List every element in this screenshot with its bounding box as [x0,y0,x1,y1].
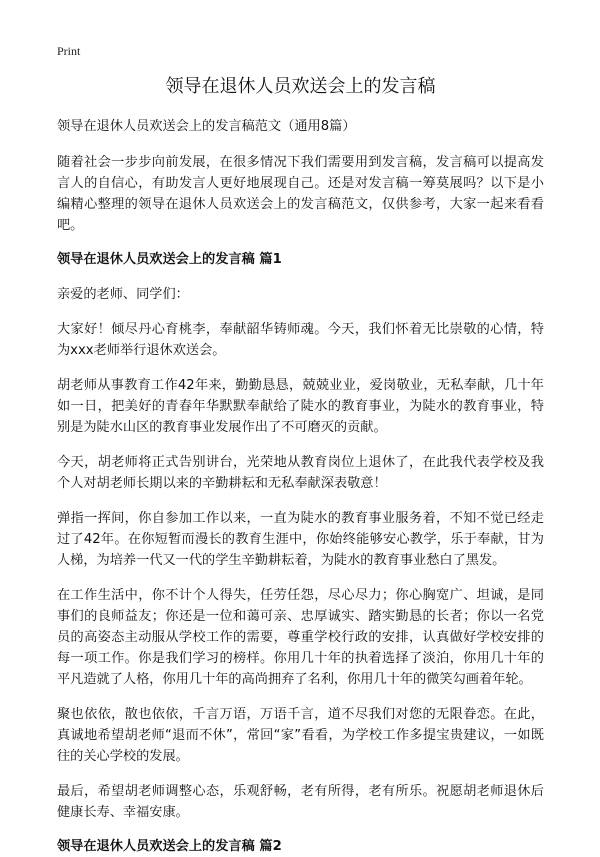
document-title: 领导在退休人员欢送会上的发言稿 [165,76,436,97]
print-label: Print [57,44,81,58]
section-heading-1: 领导在退休人员欢送会上的发言稿 篇1 [57,252,282,267]
body-paragraph: 胡老师从事教育工作42年来，勤勤恳恳，兢兢业业，爱岗敬业，无私奉献，几十年如一日，把美好的青春年华默默奉献给了陡水的教育事业，为陡水的教育事业，特别是为陡水山区的教育事业发展作出了不可磨灭的贡献。 [57,378,544,435]
body-paragraph: 在工作生活中，你不计个人得失，任劳任怨，尽心尽力；你心胸宽广、坦诚，是同事们的良师益友；你还是一位和蔼可亲、忠厚诚实、踏实勤恳的长者；你以一名党员的高姿态主动服从学校工作的需要，尊重学校行政的安排，认真做好学校安排的每一项工作。你是我们学习的榜样。你用几十年的执着选择了淡泊，你用几十年的平凡造就了人格，你用几十年的高尚拥弃了名利，你用几十年的微笑勾画着年轮。 [57,588,544,687]
document-subtitle: 领导在退休人员欢送会上的发言稿范文（通用8篇） [57,119,356,134]
body-paragraph: 今天，胡老师将正式告别讲台，光荣地从教育岗位上退休了，在此我代表学校及我个人对胡老师长期以来的辛勤耕耘和无私奉献深表敬意！ [57,455,544,491]
intro-paragraph: 随着社会一步步向前发展，在很多情况下我们需要用到发言稿，发言稿可以提高发言人的自信心，有助发言人更好地展现自己。还是对发言稿一筹莫展吗？以下是小编精心整理的领导在退休人员欢送会上的发言稿范文，仅供参考，大家一起来看看吧。 [57,155,544,233]
body-paragraph: 聚也依依，散也依依，千言万语，万语千言，道不尽我们对您的无限眷恋。在此，真诚地希望胡老师“退而不休”，常回“家”看看，为学校工作多提宝贵建议，一如既往的关心学校的发展。 [57,707,544,764]
salutation-paragraph: 亲爱的老师、同学们： [57,287,189,302]
body-paragraph: 大家好！倾尽丹心育桃李，奉献韶华铸师魂。今天，我们怀着无比崇敬的心情，特为xxx老师举行退休欢送会。 [57,322,544,358]
body-paragraph: 弹指一挥间，你自参加工作以来，一直为陡水的教育事业服务着，不知不觉已经走过了42年。在你短暂而漫长的教育生涯中，你始终能够安心教学，乐于奉献，甘为人梯，为培养一代又一代的学生辛勤耕耘着，为陡水的教育事业愁白了黑发。 [57,511,544,568]
closing-paragraph: 最后，希望胡老师调整心态，乐观舒畅，老有所得，老有所乐。祝愿胡老师退休后健康长寿、幸福安康。 [57,784,544,820]
section-heading-2: 领导在退休人员欢送会上的发言稿 篇2 [57,839,282,854]
